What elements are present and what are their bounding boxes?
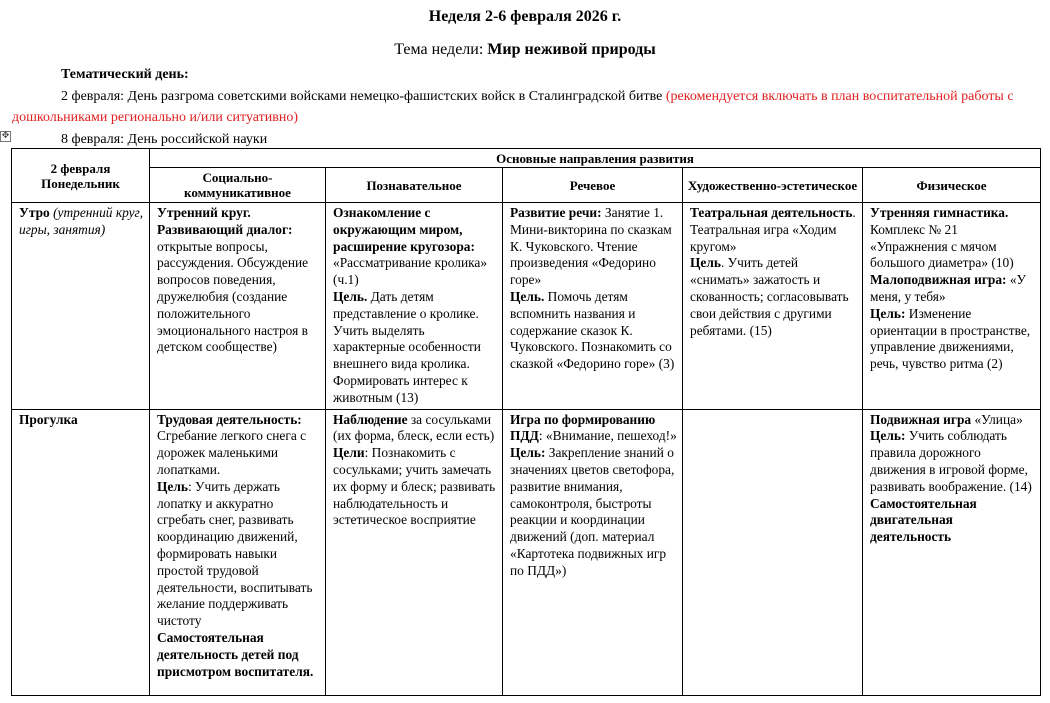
direction-social: Социально-коммуникативное [150, 168, 326, 203]
feb2-note: (рекомендуется включать в план воспитательной работы с дошкольниками регионально и/или ситуативно) [12, 88, 1014, 125]
morning-art-title: Театральная деятельность [690, 205, 853, 220]
walk-art-cell [683, 409, 863, 695]
morning-cognitive-cell [326, 203, 503, 410]
morning-speech-body1: Занятие 1. Мини-викторина по сказкам К. Чуковского. Чтение произведения «Федорино горе» [510, 205, 672, 288]
morning-physical-title: Утренняя гимнастика. [870, 205, 1009, 220]
morning-art-dot: . [852, 205, 856, 220]
header-row-1 [12, 149, 1041, 168]
feb8-text: 8 февраля: День российской науки [61, 131, 268, 147]
morning-art-body1: Театральная игра «Ходим кругом» [690, 221, 837, 254]
plan-table [11, 148, 1041, 696]
morning-cognitive-title: Ознакомление с окружающим миром, расширение кругозора: [333, 205, 475, 254]
morning-speech-body2: Помочь детям вспомнить названия и содержание сказок К. Чуковского. Познакомить со сказкой «Федорино горе» (3) [510, 288, 675, 372]
walk-cognitive-title: Наблюдение [333, 411, 408, 427]
directions-header: Основные направления развития [150, 149, 1041, 168]
walk-physical-body1: «Улица» [971, 411, 1023, 427]
walk-cognitive-cell [326, 409, 503, 695]
morning-cognitive-body2: Дать детям представление о кролике. Учить выделять характерные особенности внешнего вида кролика. Формировать интерес к животным (13) [333, 288, 481, 405]
morning-physical-game-label: Малоподвижная игра: [870, 272, 1007, 288]
morning-physical-goal-label: Цель: [870, 305, 906, 321]
walk-social-independent: Самостоятельная деятельность детей под присмотром воспитателя. [157, 629, 314, 679]
walk-social-goal-label: Цель [157, 478, 188, 494]
day-header: 2 февраля Понедельник [12, 149, 150, 203]
walk-cognitive-body1: за сосульками (их форма, блеск, если есть) [333, 411, 495, 444]
walk-physical-goal-label: Цель: [870, 428, 906, 444]
walk-social-body1: Сгребание легкого снега с дорожек маленькими лопатками. [157, 428, 307, 477]
table-move-handle-icon[interactable]: ✥ [1, 131, 10, 141]
walk-speech-title: Игра по формированию ПДД [510, 411, 656, 444]
walk-physical-body2: Учить соблюдать правила дорожного движения в игровой форме, развивать воображение. (14) [870, 428, 1032, 494]
direction-physical: Физическое [863, 168, 1041, 203]
morning-label: Утро [19, 205, 50, 220]
walk-row [12, 409, 1041, 695]
morning-social-title: Утренний круг. [157, 205, 251, 220]
walk-speech-goal-label: Цель: [510, 445, 546, 461]
week-title: Неделя 2-6 февраля 2026 г. [428, 8, 622, 25]
theme-name: Мир неживой природы [487, 41, 656, 58]
morning-label-cell [12, 203, 150, 410]
morning-cognitive-goal-label: Цель. [333, 288, 368, 304]
morning-row [12, 203, 1041, 410]
direction-art: Художественно-эстетическое [683, 168, 863, 203]
week-theme [0, 40, 1050, 60]
morning-social-subtitle: Развивающий диалог: [157, 221, 293, 237]
morning-label-note: (утренний круг, игры, занятия) [19, 205, 144, 237]
thematic-day-label: Тематический день: [61, 67, 189, 82]
header-row-2 [12, 168, 1041, 203]
walk-cognitive-goal-label: Цели [333, 445, 365, 461]
direction-speech: Речевое [503, 168, 683, 203]
walk-speech-cell [503, 409, 683, 695]
walk-physical-title: Подвижная игра [870, 411, 972, 427]
walk-speech-body2: Закрепление знаний о значениях цветов светофора, развитие внимания, самоконтроля, быстроты реакции и координации движений (доп. материал «Картотека подвижных игр по ПДД») [510, 445, 675, 578]
morning-physical-body1: Комплекс № 21 «Упражнения с мячом большого диаметра» (10) [870, 221, 1014, 271]
morning-social-body: открытые вопросы, рассуждения. Обсуждение вопросов поведения, дружелюбия (создание положительного эмоционального настроя в детском сообществе) [157, 238, 309, 355]
morning-physical-cell [863, 203, 1041, 410]
feb2-text: 2 февраля: День разгрома советскими войсками немецко-фашистских войск в Сталинградской битве [61, 88, 666, 104]
direction-cognitive: Познавательное [326, 168, 503, 203]
walk-social-body2: : Учить держать лопатку и аккуратно сгребать снег, развивать координацию движений, формировать навыки простой трудовой деятельности, воспитывать желание поддерживать чистоту [157, 478, 313, 629]
walk-label-cell [12, 409, 150, 695]
walk-cognitive-body2: : Познакомить с сосульками; учить замечать их форму и блеск; развивать наблюдательность и эстетическое восприятие [333, 445, 496, 528]
morning-social-cell [150, 203, 326, 410]
morning-art-body2: . Учить детей «снимать» зажатость и скованность; согласовывать свои действия с другими ребятами. (15) [690, 255, 849, 338]
morning-speech-cell [503, 203, 683, 410]
walk-social-cell [150, 409, 326, 695]
morning-cognitive-body1: «Рассматривание кролика» (ч.1) [333, 255, 488, 288]
intro-block [12, 64, 1040, 150]
morning-speech-title: Развитие речи: [510, 205, 602, 220]
walk-physical-independent: Самостоятельная двигательная деятельность [870, 495, 977, 545]
morning-speech-goal-label: Цель. [510, 288, 545, 304]
theme-prefix: Тема недели: [394, 41, 488, 58]
walk-physical-cell [863, 409, 1041, 695]
morning-physical-body2: «У меня, у тебя» [870, 272, 1027, 304]
walk-social-title: Трудовая деятельность: [157, 411, 302, 427]
morning-art-cell [683, 203, 863, 410]
walk-speech-body1: : «Внимание, пешеход!» [538, 428, 677, 444]
morning-art-goal-label: Цель [690, 255, 721, 271]
morning-physical-body3: Изменение ориентации в пространстве, управление движениями, речь, чувство ритма (2) [870, 305, 1031, 372]
walk-label: Прогулка [19, 411, 78, 427]
feb2-paragraph [12, 86, 1040, 129]
